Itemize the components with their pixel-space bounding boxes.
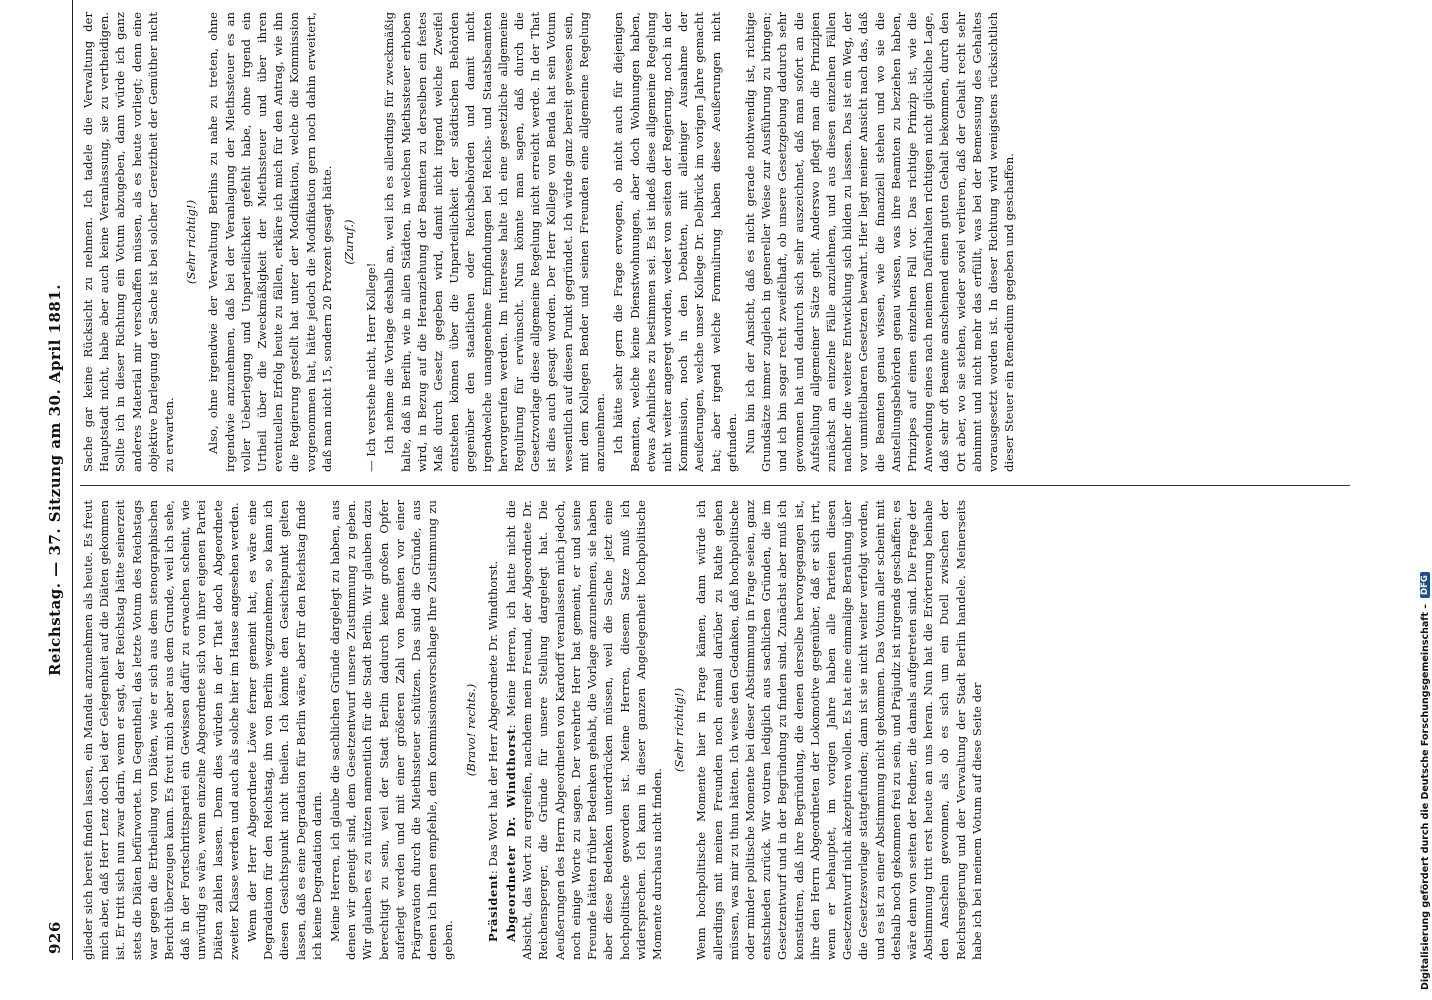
right-paragraph: Sache gar keine Rücksicht zu nehmen. Ich tadele die Verwaltung der Hauptstadt nicht, habe aber auch keine Veranlassung, sie zu vertheidigen. Sollte ich in dieser Richtung ein Votum abzugeben, dann würde ich ganz anderes Material mir verschaffen müssen, als es heute vorliegt; denn eine objektive Darlegung der Sache ist bei solcher Gereiztheit der Gemüther nicht zu erwarten. [81, 12, 177, 472]
right-column [80, 12, 1350, 472]
page-number: 926 [46, 921, 64, 954]
applause-note: (Bravo! rechts.) [463, 683, 478, 777]
running-title: Reichstag. — 37. Sitzung am 30. April 1881. [46, 283, 64, 677]
dfg-logo: DFG [1420, 572, 1430, 598]
right-paragraph: Nun bin ich der Ansicht, daß es nicht gerade nothwendig ist, richtige Grundsätze immer zugleich in genereller Weise zur Ausführung zu bringen; und ich bin sogar recht zweifelhaft, ob unsere Gesetzgebung dadurch sehr gewonnen hat und dadurch sich sehr auszeichnet, daß man sofort an die Aufstellung allgemeiner Sätze geht. Anderswo pflegt man die Prinzipien zunächst an einzelne Fälle anzulehnen, und aus diesen einzelnen Fällen nachher die weitere Entwicklung sich bilden zu lassen. Das ist ein Weg, der vor unmittelbaren Gesetzen bewahrt. Hier liegt meiner Ansicht nach das, daß die Beamten genau wissen, wie die finanziell stehen und wo sie die Anstellungsbehörden genau wissen, was ihre Beamten zu beziehen haben, Prinzipes auf einen einzelnen Fall vor. Das richtige Prinzip ist, wie die Anwendung eines nach meinem Dafürhalten richtigen nicht glückliche Lage, daß sehr oft Beamte anscheinend einen guten Gehalt bekommen, durch den Ort aber, wo sie stehen, wieder soviel verlieren, daß der Gehalt recht sehr abnimmt und nicht mehr das erfüllt, was bei der Bemessung des Gehaltes vorausgesetzt worden ist. In dieser Richtung wird wenigstens rücksichtlich dieser Steuer ein Remedium gegeben und geschaffen. [742, 12, 1017, 472]
left-paragraph: Wenn der Herr Abgeordnete Löwe ferner gemeint hat, es wäre eine Degradation für den Reichstag, ihn von Berlin wegzunehmen, so kann ich diesen Gesichtspunkt nicht theilen. Ich könnte den Gesichtspunkt gelten lassen, daß es eine Degradation für Berlin wäre, aber für den Reichstag finde ich keine Degradation darin. [245, 500, 324, 960]
header-rule [72, 0, 73, 960]
president-paragraph [485, 500, 501, 960]
interjection-note: (Sehr richtig!) [672, 687, 687, 773]
president-label: Präsident [485, 874, 500, 942]
right-paragraph: Ich hätte sehr gern die Frage erwogen, ob nicht auch für diejenigen Beamten, welche keine Dienstwohnungen, aber doch Wohnungen haben, etwas Aehnliches zu bestimmen sei. Es ist indeß diese allgemeine Regelung nicht weiter angeregt worden, weder von seiten der Regierung, noch in der Kommission, noch in den Debatten, mit alleiniger Ausnahme der Aeußerungen, welche unser Kollege Dr. Delbrück im vorigen Jahre gemacht hat; aber irgend welche Formulirung haben diese Aeußerungen nicht gefunden. [611, 12, 739, 472]
interjection-note: (Zuruf.) [342, 219, 357, 265]
credit-text: Digitalisierung gefördert durch die Deutsche Forschungsgemeinschaft – [1420, 603, 1431, 990]
column-divider [80, 485, 1350, 486]
scanned-page [40, 0, 1370, 960]
speech-paragraph [503, 500, 665, 960]
right-paragraph: Ich nehme die Vorlage deshalb an, weil ich es allerdings für zweckmäßig halte, daß in Berlin, wie in allen Städten, in welchen Miethssteuer erhoben wird, in Bezug auf die Heranziehung der Beamten zu derselben ein festes Maß durch Gesetz gegeben wird, damit nicht irgend welche Zweifel entstehen können über die Unparteilichkeit der städtischen Behörden gegenüber den staatlichen oder Reichsbehörden und damit nicht irgendwelche unangenehme Empfindungen bei Reichs- und Staatsbeamten hervorgerufen werden. Im Interesse halte ich eine gesetzliche allgemeine Regulirung für erwünscht. Nun könnte man sagen, daß durch die Gesetzvorlage diese allgemeine Regelung nicht erreicht werde. In der That ist dies auch gesagt worden. Der Herr Kollege von Benda hat sein Votum wesentlich auf diesen Punkt gegründet. Ich würde ganz bereit gewesen sein, mit dem Kollegen Bender und seinen Freunden eine allgemeine Regelung anzunehmen. [382, 12, 608, 472]
right-paragraph: — Ich verstehe nicht, Herr Kollege! [364, 262, 379, 472]
left-paragraph: glieder sich bereit finden lassen, ein Mandat anzunehmen als heute. Es freut mich aber, daß Herr Lenz doch bei der Gelegenheit auf die Diäten gekommen ist. Er tritt sich nun zwar darin, wenn er sagt, der Reichstag hätte seinerzeit stets die Diäten befürwortet. Im Gegentheil, das letzte Votum des Reichstags war gegen die Ertheilung von Diäten, wie er sich aus dem stenographischen Bericht überzeugen kann. Es freut mich aber aus dem Grunde, weil ich sehe, daß in der Fortschrittspartei ein Gewissen dafür zu erwachen scheint, wie unwürdig es wäre, wenn einzelne Abgeordnete sich von ihrer eigenen Partei Diäten zahlen lassen. Denn dies würden in der That doch Abgeordnete zweiter Klasse werden und auch als solche hier im Hause angesehen werden. [81, 500, 241, 960]
page-header [40, 0, 76, 960]
text-columns [80, 0, 1350, 960]
speaker-name: Abgeordneter Dr. Windthorst [504, 728, 519, 942]
left-paragraph: Wenn hochpolitische Momente hier in Frage kämen, dann würde ich allerdings mit meinen Freunden noch einmal darüber zu Rathe gehen müssen, was mir zu thun hätten. Ich weise den Gedanken, daß hochpolitische oder minder politische Momente bei dieser Abstimmung in Frage seien, ganz entschieden zurück. Wir votiren lediglich aus sachlichen Gründen, die im Gesetzentwurf und in der Begründung zu finden sind. Zunächst aber muß ich konstatiren, daß ihre Begründung, die denen derselbe hervorgegangen ist, ihre den Herrn Abgeordneten der Lokomotive gegenüber, daß er sich irrt, wenn er behauptet, im vorigen Jahre haben alle Parteien diesen Gesetzentwurf nicht akzeptiren wollen. Es hat eine einmalige Berathung über die Gesetzesvorlage stattgefunden; dann ist sie nicht weiter verfolgt worden, und es ist zu einer Abstimmung nicht gekommen. Das Votum aller scheint mit deshalb noch gekommen frei zu sein, und Präjudiz ist nirgends geschaffen; es wäre denn von seiten der Redner, die damals aufgetreten sind. Die Frage der Abstimmung tritt erst heute an uns heran. Nun hat die Erörterung beinahe den Anschein gewonnen, als ob es sich um ein Duell zwischen der Reichsregierung und der Verwaltung der Stadt Berlin handele. Meinerseits habe ich bei meinem Votum auf diese Seite der [694, 500, 984, 960]
president-text: : Das Wort hat der Herr Abgeordnete Dr. Windthorst. [485, 560, 500, 875]
right-paragraph: Also, ohne irgendwie der Verwaltung Berlins zu nahe zu treten, ohne irgendwie anzunehmen, daß bei der Veranlagung der Miethssteuer es an voller Ueberlegung und Unparteilichkeit gefehlt habe, ohne irgend ein Urtheil über die Zweckmäßigkeit der Miethssteuer und über ihren eventuellen Erfolg heute zu fällen, erkläre ich mich für den Antrag, wie ihn die Regierung gestellt hat unter der Modifikation, welche die Kommission vorgenommen hat, hätte jedoch die Modifikation gern noch dahin erweitert, daß man nicht 15, sondern 20 Prozent gesagt hätte. [206, 12, 334, 472]
interjection-note: (Sehr richtig!) [184, 199, 199, 285]
left-paragraph: Meine Herren, ich glaube die sachlichen Gründe dargelegt zu haben, aus denen wir geneigt sind, dem Gesetzentwurf unsere Zustimmung zu geben. Wir glauben es zu nützen namentlich für die Stadt Berlin. Wir glauben dazu berechtigt zu sein, weil der Stadt Berlin dadurch keine großen Opfer auferlegt werden und mit einer größeren Zahl von Beamten vor einer Prägravation durch die Miethssteuer schützen. Das sind die Gründe, aus denen ich Ihnen empfehle, dem Kommissionsvorschlage Ihre Zustimmung zu geben. [328, 500, 456, 960]
left-column [80, 500, 1350, 960]
digitization-credit [1394, 0, 1432, 1000]
credit-text-rotated [1420, 0, 1432, 990]
speech-text: : Meine Herren, ich hatte nicht die Absicht, das Wort zu ergreifen, nachdem mein Freund, der Abgeordnete Dr. Reichensperger, die Gründe für unsere Stellung dargelegt hat. Die Aeußerungen des Herrn Abgeordneten von Kardorff veranlassen mich jedoch, noch einige Worte zu sagen. Der verehrte Herr hat gemeint, er und seine Freunde hätten früher Bedenken gehabt, die Vorlage anzunehmen, sie haben aber diese Bedenken unterdrücken müssen, weil die Sache jetzt eine hochpolitische geworden ist. Meine Herren, diesem Satze muß ich widersprechen. Ich kann in dieser ganzen Angelegenheit hochpolitische Momente durchaus nicht finden. [504, 500, 664, 960]
